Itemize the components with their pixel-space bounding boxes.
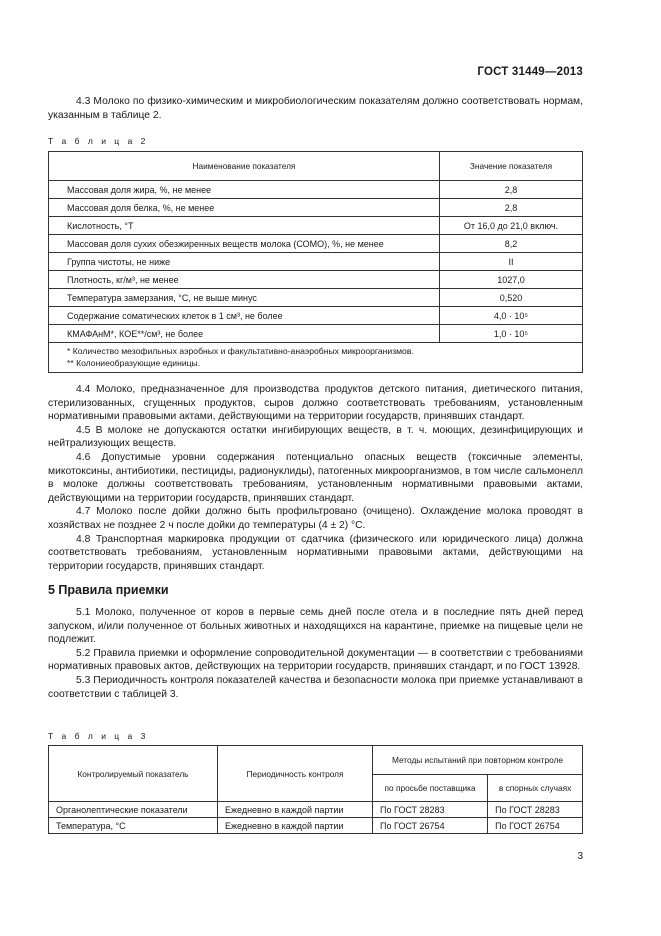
table3-header-indicator: Контролируемый показатель xyxy=(49,746,218,802)
table3-cell: Ежедневно в каждой партии xyxy=(218,802,373,818)
section-5-title: 5 Правила приемки xyxy=(48,583,169,597)
table2-value-cell: 2,8 xyxy=(440,199,583,217)
table3-header-period: Периодичность контроля xyxy=(218,746,373,802)
table2-value-cell: II xyxy=(440,253,583,271)
paragraph-5-2: 5.2 Правила приемки и оформление сопроводительной документации — в соответствии с требованиями нормативных правовых актов, действующих на территории государств, принявших стандарт, и по ГОСТ 13928. xyxy=(48,647,583,673)
table3-cell: Температура, °С xyxy=(49,818,218,834)
table2-row xyxy=(49,217,583,235)
table3-cell: По ГОСТ 26754 xyxy=(488,818,583,834)
table2-value-cell: 2,8 xyxy=(440,181,583,199)
table2-row xyxy=(49,181,583,199)
table2-row xyxy=(49,235,583,253)
table-3 xyxy=(48,745,583,834)
table2-header-indicator: Наименование показателя xyxy=(49,152,440,181)
table2-indicator-cell: Массовая доля жира, %, не менее xyxy=(49,181,440,199)
table2-header-value: Значение показателя xyxy=(440,152,583,181)
table2-value-cell: 1027,0 xyxy=(440,271,583,289)
table2-row xyxy=(49,307,583,325)
table2-row xyxy=(49,271,583,289)
table2-row xyxy=(49,253,583,271)
footnote-2: ** Колониеобразующие единицы. xyxy=(67,357,201,368)
table2-indicator-cell: Температура замерзания, °С, не выше минус xyxy=(49,289,440,307)
table3-cell: По ГОСТ 26754 xyxy=(373,818,488,834)
table3-caption: Т а б л и ц а 3 xyxy=(48,731,149,741)
footnote-1: * Количество мезофильных аэробных и факультативно-анаэробных микроорганизмов. xyxy=(67,346,414,356)
table2-indicator-cell: Кислотность, °Т xyxy=(49,217,440,235)
paragraph-4-5: 4.5 В молоке не допускаются остатки ингибирующих веществ, в т. ч. моющих, дезинфицирующих и нейтрализующих веществ. xyxy=(48,424,583,450)
table3-cell: Органолептические показатели xyxy=(49,802,218,818)
paragraph-4-4: 4.4 Молоко, предназначенное для производства продуктов детского питания, диетического питания, стерилизованных, сгущенных продуктов, сыров должно соответствовать требованиям, установленным нормативными правовыми актами, действующими на территории государств, принявших стандарт. xyxy=(48,384,583,423)
table3-cell: По ГОСТ 28283 xyxy=(488,802,583,818)
table2-value-cell: От 16,0 до 21,0 включ. xyxy=(440,217,583,235)
table2-row xyxy=(49,289,583,307)
document-code: ГОСТ 31449—2013 xyxy=(477,66,583,78)
table2-indicator-cell: Группа чистоты, не ниже xyxy=(49,253,440,271)
paragraphs-4-4-to-4-8 xyxy=(48,383,583,573)
table-2 xyxy=(48,151,583,373)
table3-header-dispute: в спорных случаях xyxy=(488,775,583,802)
page-number: 3 xyxy=(577,851,583,862)
table2-row xyxy=(49,325,583,343)
paragraph-4-6: 4.6 Допустимые уровни содержания потенциально опасных веществ (токсичные элементы, микотоксины, антибиотики, пестициды, радионуклиды), патогенных микроорганизмов, в том числе сальмонелл в молоке должны соответствовать требованиям, установленным нормативными правовыми актами, действующими на территории государств, принявших стандарт. xyxy=(48,451,583,504)
table2-indicator-cell: КМАФАнМ*, КОЕ**/см³, не более xyxy=(49,325,440,343)
table2-value-cell: 0,520 xyxy=(440,289,583,307)
table2-value-cell: 1,0 · 10⁵ xyxy=(440,325,583,343)
table2-indicator-cell: Массовая доля белка, %, не менее xyxy=(49,199,440,217)
paragraph-4-3: 4.3 Молоко по физико-химическим и микробиологическим показателям должно соответствовать нормам, указанным в таблице 2. xyxy=(48,96,583,121)
paragraph-5-3: 5.3 Периодичность контроля показателей качества и безопасности молока при приемке устанавливают в соответствии с таблицей 3. xyxy=(48,674,583,700)
paragraphs-5-x xyxy=(48,606,583,701)
table2-indicator-cell: Содержание соматических клеток в 1 см³, не более xyxy=(49,307,440,325)
table2-indicator-cell: Плотность, кг/м³, не менее xyxy=(49,271,440,289)
table2-caption: Т а б л и ц а 2 xyxy=(48,136,149,146)
table3-cell: Ежедневно в каждой партии xyxy=(218,818,373,834)
table2-value-cell: 8,2 xyxy=(440,235,583,253)
table3-cell: По ГОСТ 28283 xyxy=(373,802,488,818)
table2-indicator-cell: Массовая доля сухих обезжиренных веществ молока (СОМО), %, не менее xyxy=(49,235,440,253)
table2-row xyxy=(49,199,583,217)
paragraph-4-8: 4.8 Транспортная маркировка продукции от сдатчика (физического или юридического лица) должна соответствовать требованиям, установленным нормативными правовыми актами, действующими на территории государств, принявших стандарт. xyxy=(48,533,583,572)
table2-footnotes xyxy=(49,343,583,373)
paragraph-5-1: 5.1 Молоко, полученное от коров в первые семь дней после отела и в последние пять дней перед запуском, и/или полученное от больных животных и находящихся на карантине, приемке на пищевые цели не подлежит. xyxy=(48,607,583,646)
paragraph-4-7: 4.7 Молоко после дойки должно быть профильтровано (очищено). Охлаждение молока проводят в хозяйствах не позднее 2 ч после дойки до температуры (4 ± 2) °С. xyxy=(48,506,583,531)
table3-header-supplier: по просьбе поставщика xyxy=(373,775,488,802)
table2-value-cell: 4,0 · 10⁵ xyxy=(440,307,583,325)
table3-header-methods: Методы испытаний при повторном контроле xyxy=(373,746,583,775)
